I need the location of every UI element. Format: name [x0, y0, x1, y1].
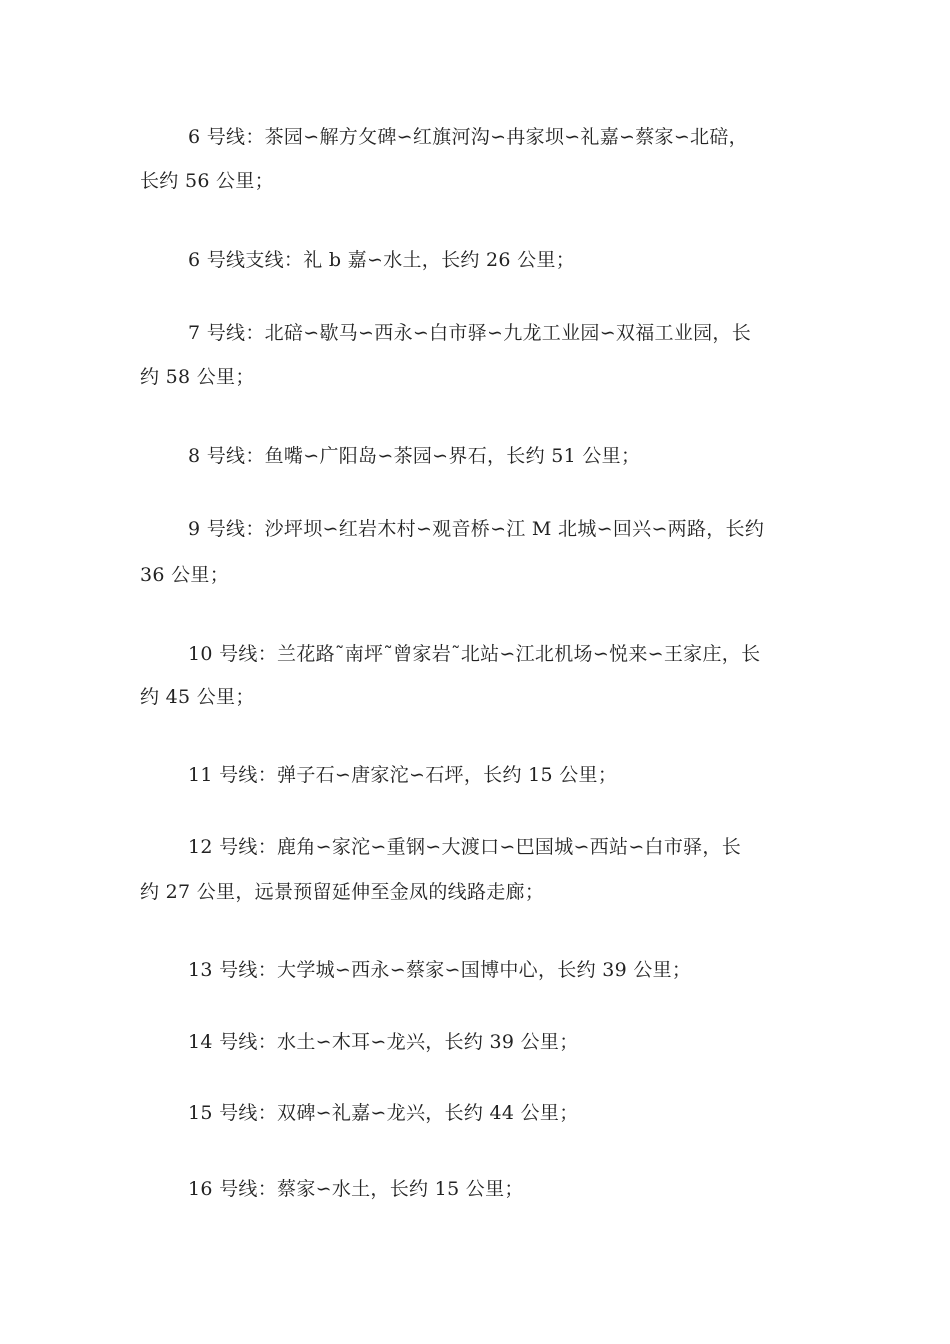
paragraph-line-7-1: 7 号线：北碚∽歇马∽西永∽白市驿∽九龙工业园∽双福工业园，长 — [188, 322, 752, 344]
paragraph-line-8: 8 号线：鱼嘴∽广阳岛∽茶园∽界石，长约 51 公里； — [188, 445, 641, 467]
paragraph-line-12-1: 12 号线：鹿角∽家沱∽重钢∽大渡口∽巴国城∽西站∽白市驿，长 — [188, 836, 742, 858]
paragraph-line-13: 13 号线：大学城∽西永∽蔡家∽国博中心，长约 39 公里； — [188, 959, 692, 981]
paragraph-line-7-2: 约 58 公里； — [140, 366, 255, 388]
paragraph-line-9-2: 36 公里； — [140, 564, 230, 586]
paragraph-line-6-1: 6 号线：茶园∽解方攵碑∽红旗河沟∽冉家坝∽礼嘉∽蔡家∽北碚， — [188, 126, 748, 148]
paragraph-line-6-2: 长约 56 公里； — [140, 170, 274, 192]
paragraph-line-16: 16 号线：蔡家∽水土，长约 15 公里； — [188, 1178, 524, 1200]
paragraph-line-10-2: 约 45 公里； — [140, 686, 255, 708]
paragraph-line-11: 11 号线：弹子石∽唐家沱∽石坪，长约 15 公里； — [188, 764, 618, 786]
paragraph-line-9-1: 9 号线：沙坪坝∽红岩木村∽观音桥∽江 M 北城∽回兴∽两路，长约 — [188, 518, 765, 540]
paragraph-line-15: 15 号线：双碑∽礼嘉∽龙兴，长约 44 公里； — [188, 1102, 579, 1124]
paragraph-line-10-1: 10 号线：兰花路˜南坪˜曾家岩˜北站∽江北机场∽悦来∽王家庄，长 — [188, 643, 761, 665]
paragraph-line-12-2: 约 27 公里，远景预留延伸至金凤的线路走廊； — [140, 881, 545, 903]
paragraph-line-6-branch: 6 号线支线：礼 b 嘉∽水土，长约 26 公里； — [188, 249, 576, 271]
paragraph-line-14: 14 号线：水土∽木耳∽龙兴，长约 39 公里； — [188, 1031, 579, 1053]
